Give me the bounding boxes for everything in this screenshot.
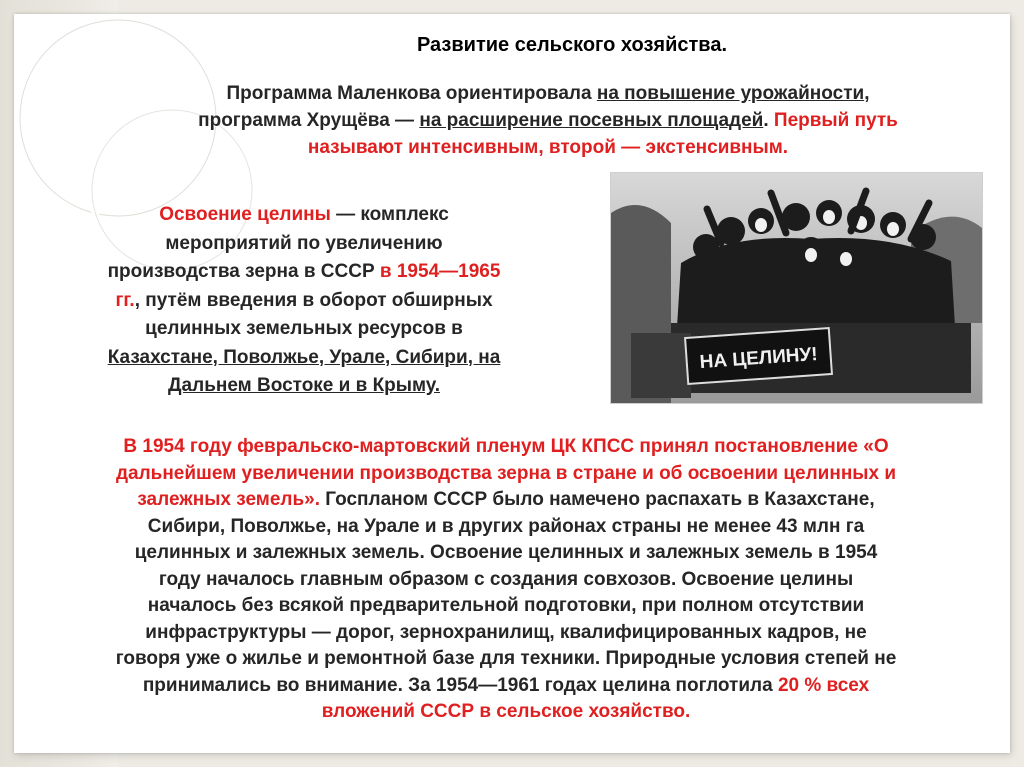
definition-underlined-text: Казахстане, Поволжье, Урале, Сибири, на <box>107 346 501 368</box>
main-highlight-text: В 1954 году февральско-мартовский пленум ЦК КПСС принял постановление «О <box>123 436 889 457</box>
main-paragraph <box>22 434 990 726</box>
photo-image <box>611 173 982 403</box>
intro-paragraph <box>118 80 978 161</box>
intro-underlined-text: на расширение посевных площадей <box>419 110 764 131</box>
main-text: Госпланом СССР было намечено распахать в Казахстане, <box>320 489 875 510</box>
definition-highlight-text: в 1954—1965 <box>379 261 501 282</box>
definition-text: , путём введения в оборот обширных <box>134 289 493 311</box>
main-text: говоря уже о жилье и ремонтной базе для техники. Природные условия степей не <box>115 648 897 669</box>
main-text: Сибири, Поволжье, на Урале и в других районах страны не менее 43 млн га <box>147 515 865 537</box>
definition-text: — комплекс <box>330 204 449 225</box>
historical-photo <box>610 172 983 404</box>
main-highlight-text: залежных земель». <box>137 489 321 510</box>
definition-text: производства зерна в СССР <box>107 261 380 282</box>
definition-term: Освоение целины <box>159 204 331 225</box>
intro-text: . <box>763 110 774 131</box>
main-text: принимались во внимание. За 1954—1961 годах целина поглотила <box>142 674 778 696</box>
intro-highlight-text: называют интенсивным, второй — экстенсивным. <box>307 137 789 158</box>
definition-text: целинных земельных ресурсов в <box>145 318 463 339</box>
main-text: году началось главным образом с создания совхозов. Освоение целины <box>158 568 854 590</box>
intro-text: Программа Маленкова ориентировала <box>226 83 597 104</box>
definition-underlined-text: Дальнем Востоке и в Крыму. <box>168 375 440 396</box>
main-highlight-text: дальнейшем увеличении производства зерна в стране и об освоении целинных и <box>115 462 897 484</box>
intro-text: программа Хрущёва — <box>198 110 420 131</box>
definition-highlight-text: гг. <box>115 289 135 311</box>
slide-title: Развитие сельского хозяйства. <box>416 34 728 56</box>
main-text: целинных и залежных земель. Освоение целинных и залежных земель в 1954 <box>134 542 878 563</box>
definition-paragraph <box>44 201 564 401</box>
main-highlight-text: вложений СССР в сельское хозяйство. <box>321 701 691 722</box>
main-text: началось без всякой предварительной подготовки, при полном отсутствии <box>147 595 865 616</box>
main-text: инфраструктуры — дорог, зернохранилищ, квалифицированных кадров, не <box>145 621 867 643</box>
intro-highlight-text: Первый путь <box>773 110 898 131</box>
photo-sign-text: НА ЦЕЛИНУ! <box>699 343 819 374</box>
definition-text: мероприятий по увеличению <box>165 232 443 254</box>
main-highlight-text: 20 % всех <box>777 674 870 696</box>
intro-text: , <box>864 83 870 104</box>
intro-underlined-text: на повышение урожайности <box>596 83 865 104</box>
